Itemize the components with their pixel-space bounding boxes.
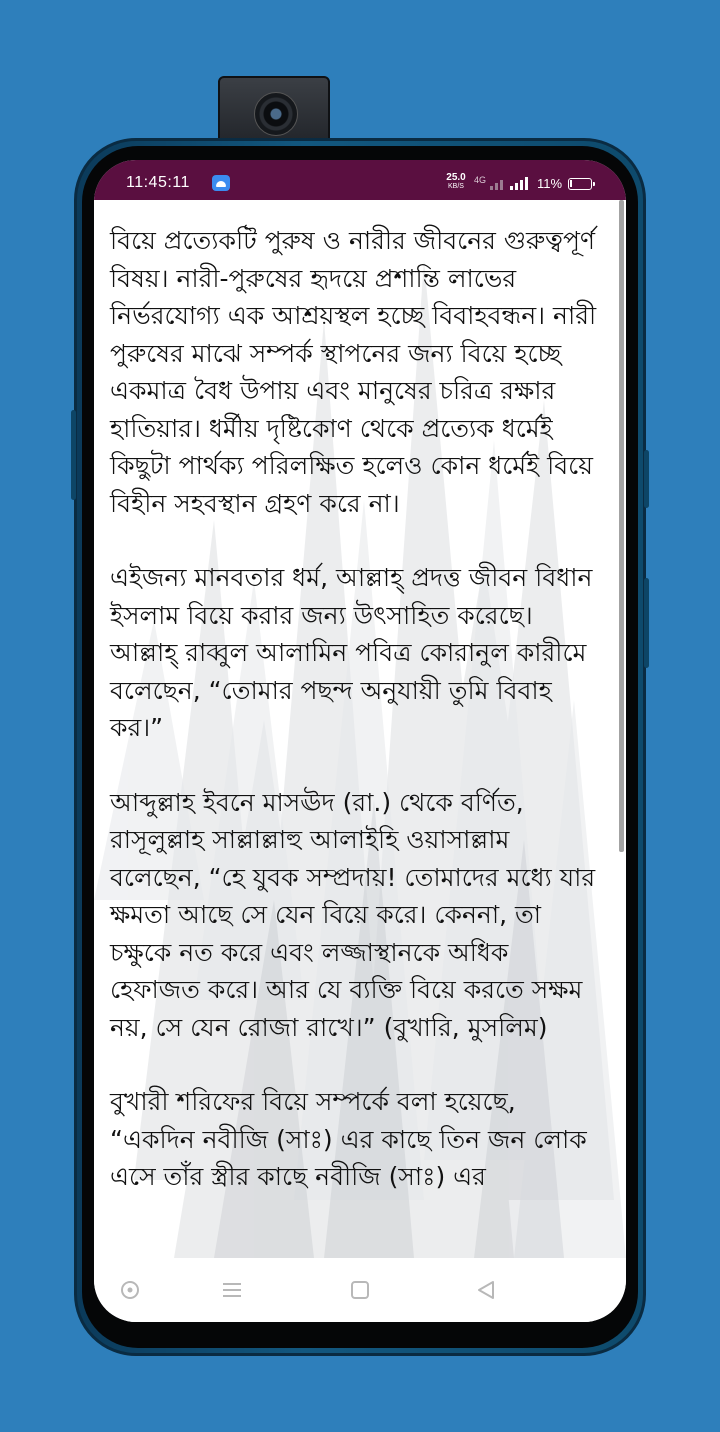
article-text <box>110 222 606 1233</box>
article-paragraph-4: বুখারী শরিফের বিয়ে সম্পর্কে বলা হয়েছে, “একদিন নবীজি (সাঃ) এর কাছে তিন জন লোক এসে তাঁর স্ত্রীর কাছে নবীজি (সাঃ) এর <box>110 1087 587 1191</box>
article-paragraph-3: আব্দুল্লাহ ইবনে মাসঊদ (রা.) থেকে বর্ণিত, রাসূলুল্লাহ সাল্লাল্লাহু আলাইহি ওয়াসাল্লাম বলেছেন, “হে যুবক সম্প্রদায়! তোমাদের মধ্যে যার ক্ষমতা আছে সে যেন বিয়ে করে। কেননা, তা চক্ষুকে নত করে এবং লজ্জাস্থানকে অধিক হেফাজত করে। আর যে ব্যক্তি বিয়ে করতে সক্ষম নয়, সে যেন রোজা রাখে।” (বুখারি, মুসলিম) <box>110 787 596 1042</box>
net-speed <box>444 173 468 191</box>
signal-dim-icon <box>490 176 512 190</box>
screen <box>94 160 626 1322</box>
signal-icon <box>510 176 532 190</box>
volume-button <box>71 410 76 500</box>
network-type: 4G <box>474 175 487 185</box>
net-speed-unit: KB/S <box>448 183 464 190</box>
app-notification-icon <box>212 175 230 191</box>
battery-percent: 11% <box>537 176 563 191</box>
status-bar <box>94 160 626 200</box>
circle-recent-icon[interactable] <box>118 1278 142 1302</box>
hamburger-menu-icon[interactable] <box>220 1278 244 1302</box>
power-button <box>644 450 649 508</box>
side-button <box>644 578 649 668</box>
navigation-bar <box>94 1258 626 1322</box>
triangle-back-icon[interactable] <box>474 1278 498 1302</box>
status-time: 11:45:11 <box>126 174 190 191</box>
scrollbar[interactable] <box>619 200 624 852</box>
square-home-icon[interactable] <box>348 1278 372 1302</box>
article-paragraph-2: এইজন্য মানবতার ধর্ম, আল্লাহ্ প্রদত্ত জীবন বিধান ইসলাম বিয়ে করার জন্য উৎসাহিত করেছে। আল্লাহ্ রাব্বুল আলামিন পবিত্র কোরানুল কারীমে বলেছেন, “তোমার পছন্দ অনুযায়ী তুমি বিবাহ কর।” <box>110 563 593 742</box>
camera-lens-icon <box>254 92 298 136</box>
battery-icon <box>568 178 592 190</box>
article-paragraph-1: বিয়ে প্রত্যেকটি পুরুষ ও নারীর জীবনের গুরুত্বপূর্ণ বিষয়। নারী-পুরুষের হৃদয়ে প্রশান্তি লাভের নির্ভরযোগ্য এক আশ্রয়স্থল হচ্ছে বিবাহবন্ধন। নারী পুরুষের মাঝে সম্পর্ক স্থাপনের জন্য বিয়ে হচ্ছে একমাত্র বৈধ উপায় এবং মানুষের চরিত্র রক্ষার হাতিয়ার। ধর্মীয় দৃষ্টিকোণ থেকে প্রত্যেক ধর্মেই কিছুটা পার্থক্য পরিলক্ষিত হলেও কোন ধর্মেই বিয়ে বিহীন সহবস্থান গ্রহণ করে না। <box>110 226 597 518</box>
net-speed-value: 25.0 <box>446 172 466 183</box>
article-view[interactable] <box>94 200 626 1258</box>
